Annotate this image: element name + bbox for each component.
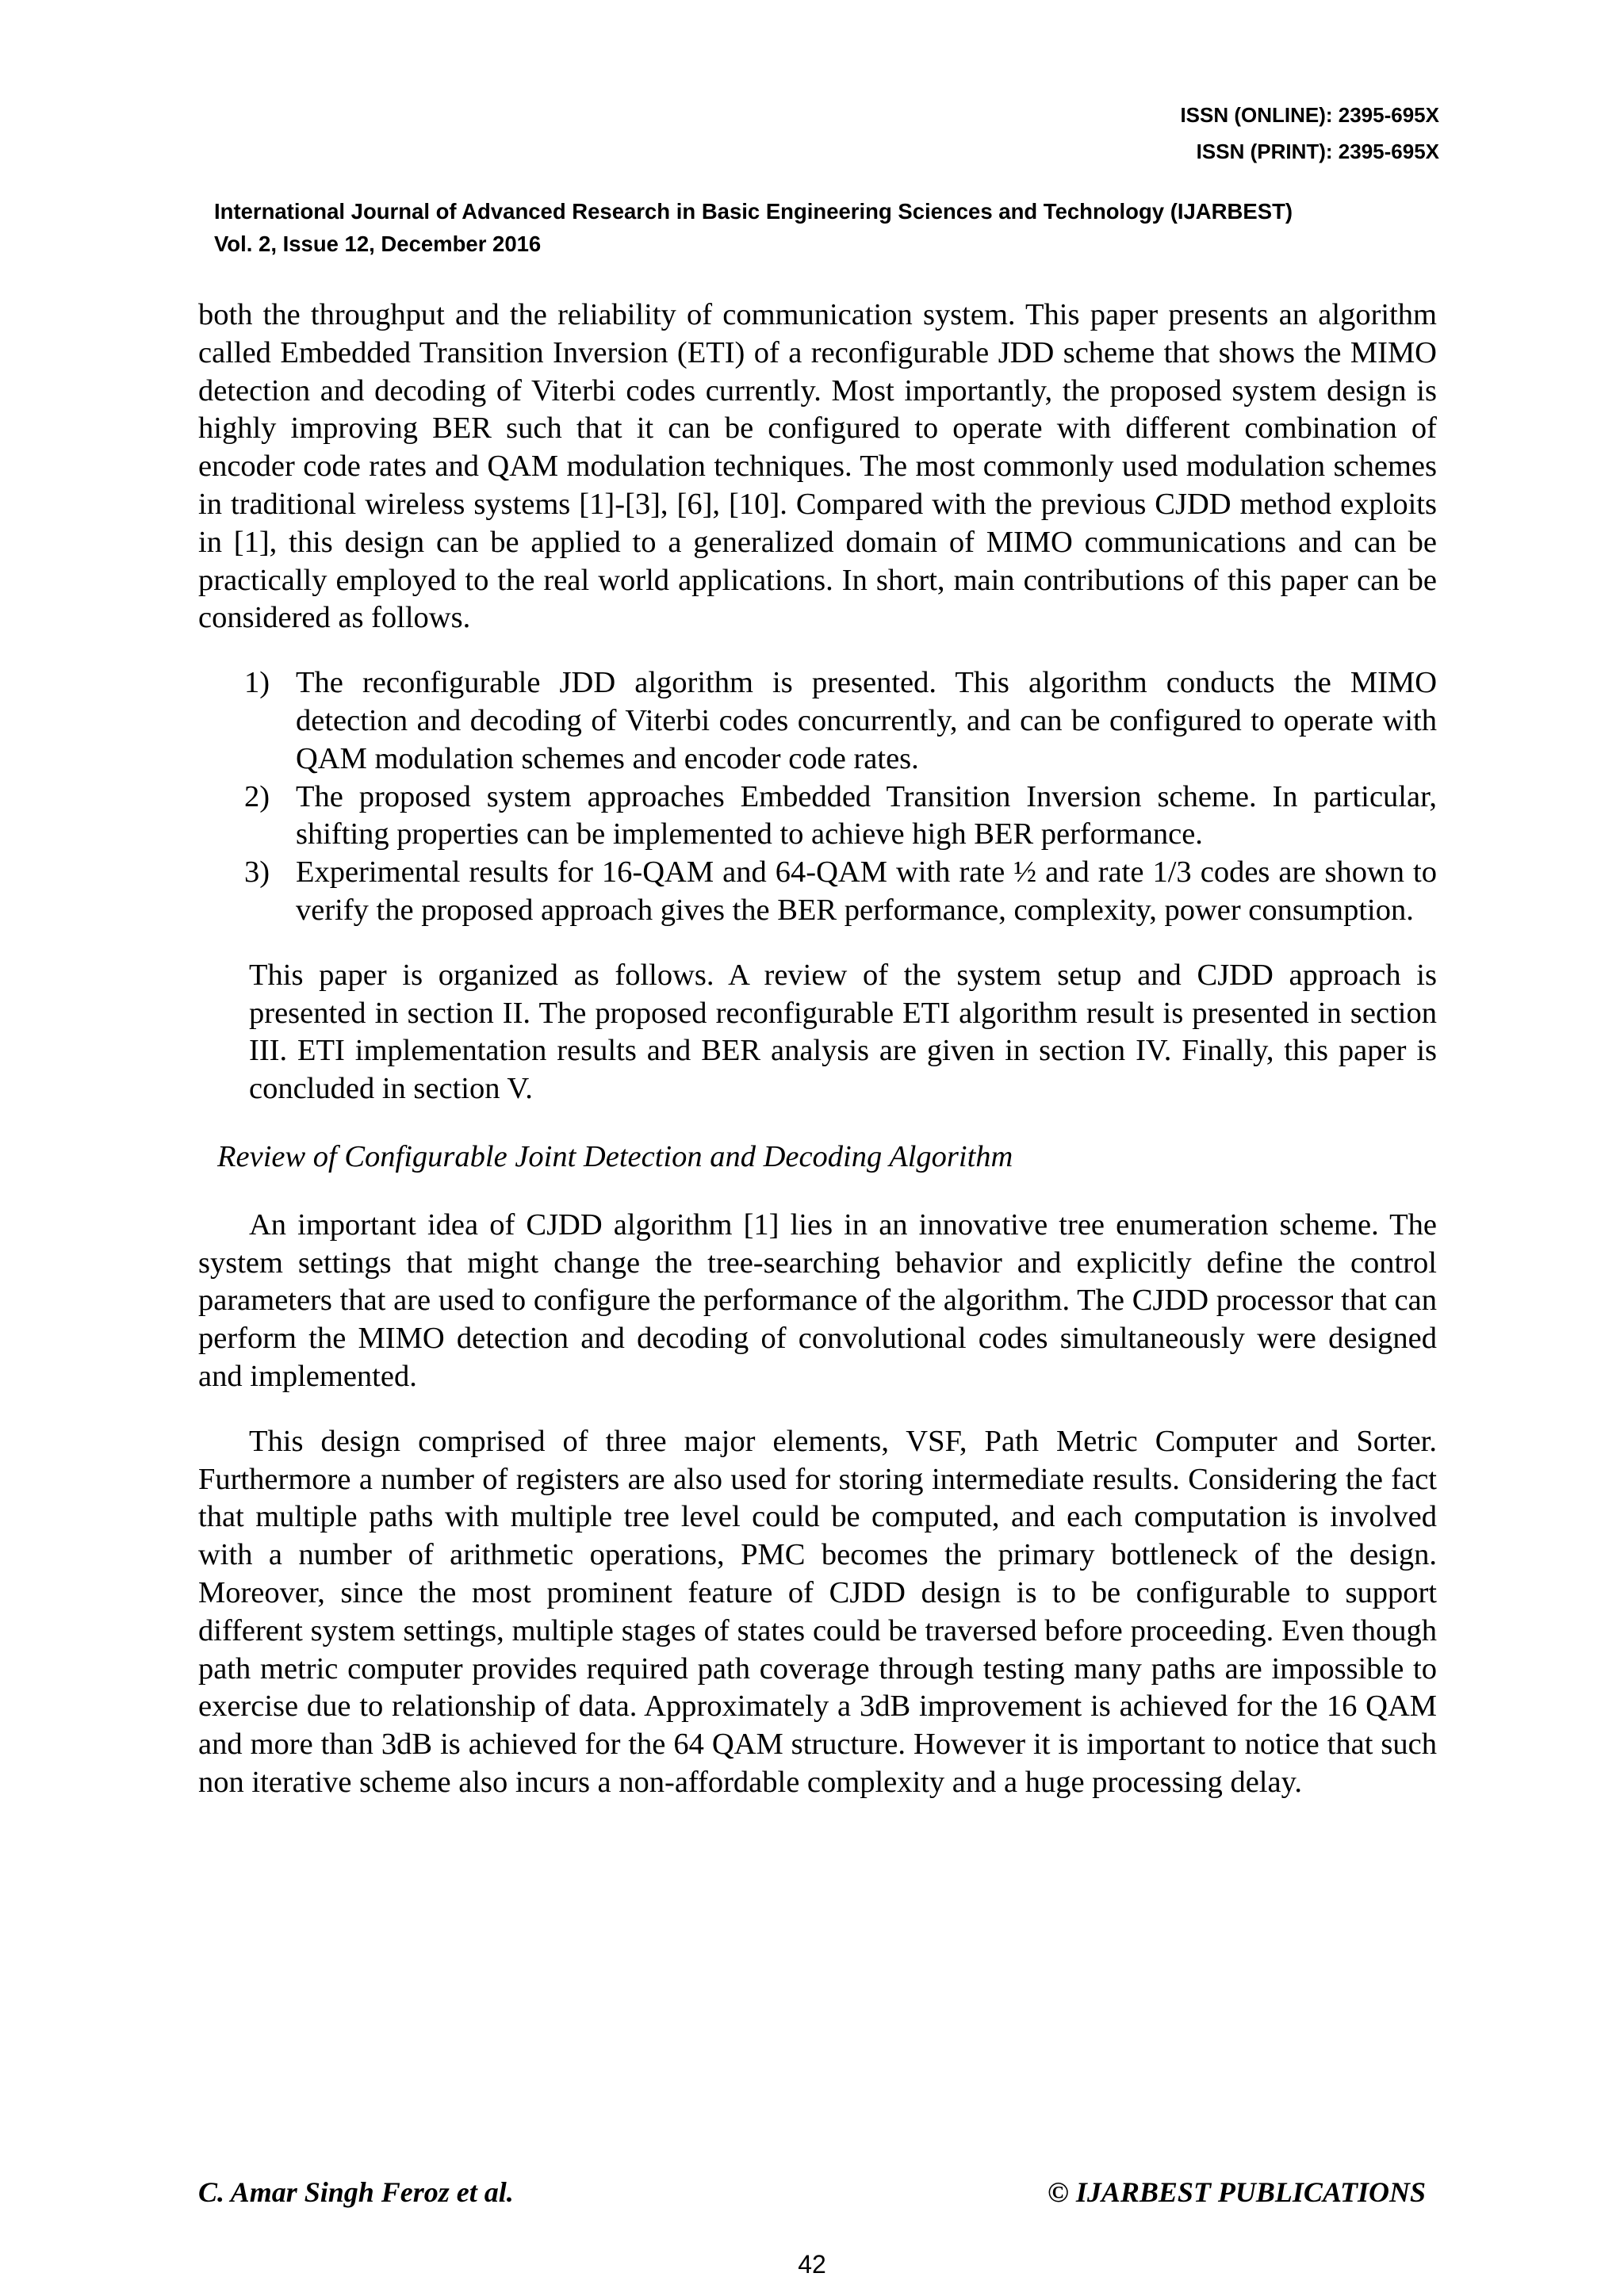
footer-publisher: © IJARBEST PUBLICATIONS (1047, 2176, 1426, 2208)
issn-block (1180, 97, 1439, 170)
list-item-text: The proposed system approaches Embedded Transition Inversion scheme. In particular, shifting properties can be implemented to achieve high BER performance. (296, 779, 1437, 851)
design-paragraph: This design comprised of three major elements, VSF, Path Metric Computer and Sorter. Furthermore a number of registers are also used for storing intermediate results. Considering the fact that multiple paths with multiple tree level could be computed, and each computation is involved with a number of arithmetic operations, PMC becomes the primary bottleneck of the design. Moreover, since the most prominent feature of CJDD design is to be configurable to support different system settings, multiple stages of states could be traversed before proceeding. Even though path metric computer provides required path coverage through testing many paths are impossible to exercise due to relationship of data. Approximately a 3dB improvement is achieved for the 16 QAM and more than 3dB is achieved for the 64 QAM structure. However it is important to notice that such non iterative scheme also incurs a non-affordable complexity and a huge processing delay. (198, 1424, 1437, 1799)
list-item-text: Experimental results for 16-QAM and 64-QAM with rate ½ and rate 1/3 codes are shown to verify the proposed approach gives the BER performance, complexity, power consumption. (296, 855, 1437, 927)
section-heading: Review of Configurable Joint Detection and Decoding Algorithm (217, 1139, 1013, 1173)
list-item-number: 1) (244, 666, 270, 700)
contributions-list (198, 664, 1437, 930)
list-item (244, 779, 1437, 855)
list-item (244, 664, 1437, 778)
page-number: 42 (798, 2250, 826, 2279)
issn-online: ISSN (ONLINE): 2395-695X (1180, 103, 1439, 127)
list-item-number: 3) (244, 855, 270, 890)
cjdd-paragraph: An important idea of CJDD algorithm [1] lies in an innovative tree enumeration scheme. The system settings that might change the tree-searching behavior and explicitly define the control parameters that are used to configure the performance of the algorithm. The CJDD processor that can perform the MIMO detection and decoding of convolutional codes simultaneously were designed and implemented. (198, 1207, 1437, 1393)
journal-header (214, 195, 1293, 260)
footer-author: C. Amar Singh Feroz et al. (198, 2176, 514, 2208)
journal-title: International Journal of Advanced Research in Basic Engineering Sciences and Technology (IJARBEST) (214, 199, 1293, 224)
organization-paragraph: This paper is organized as follows. A review of the system setup and CJDD approach is presented in section II. The proposed reconfigurable ETI algorithm result is presented in section III. ETI implementation results and BER analysis are given in section IV. Finally, this paper is concluded in section V. (249, 958, 1437, 1106)
list-item-text: The reconfigurable JDD algorithm is presented. This algorithm conducts the MIMO detection and decoding of Viterbi codes concurrently, and can be configured to operate with QAM modulation schemes and encoder code rates. (296, 666, 1437, 775)
list-item (244, 854, 1437, 930)
list-item-number: 2) (244, 779, 270, 813)
volume-info: Vol. 2, Issue 12, December 2016 (214, 232, 542, 256)
intro-paragraph: both the throughput and the reliability of communication system. This paper presents an algorithm called Embedded Transition Inversion (ETI) of a reconfigurable JDD scheme that shows the MIMO detection and decoding of Viterbi codes currently. Most importantly, the proposed system design is highly improving BER such that it can be configured to operate with different combination of encoder code rates and QAM modulation techniques. The most commonly used modulation schemes in traditional wireless systems [1]-[3], [6], [10]. Compared with the previous CJDD method exploits in [1], this design can be applied to a generalized domain of MIMO communications and can be practically employed to the real world applications. In short, main contributions of this paper can be considered as follows. (198, 298, 1437, 635)
issn-print: ISSN (PRINT): 2395-695X (1196, 140, 1439, 163)
page-content (198, 297, 1437, 1829)
